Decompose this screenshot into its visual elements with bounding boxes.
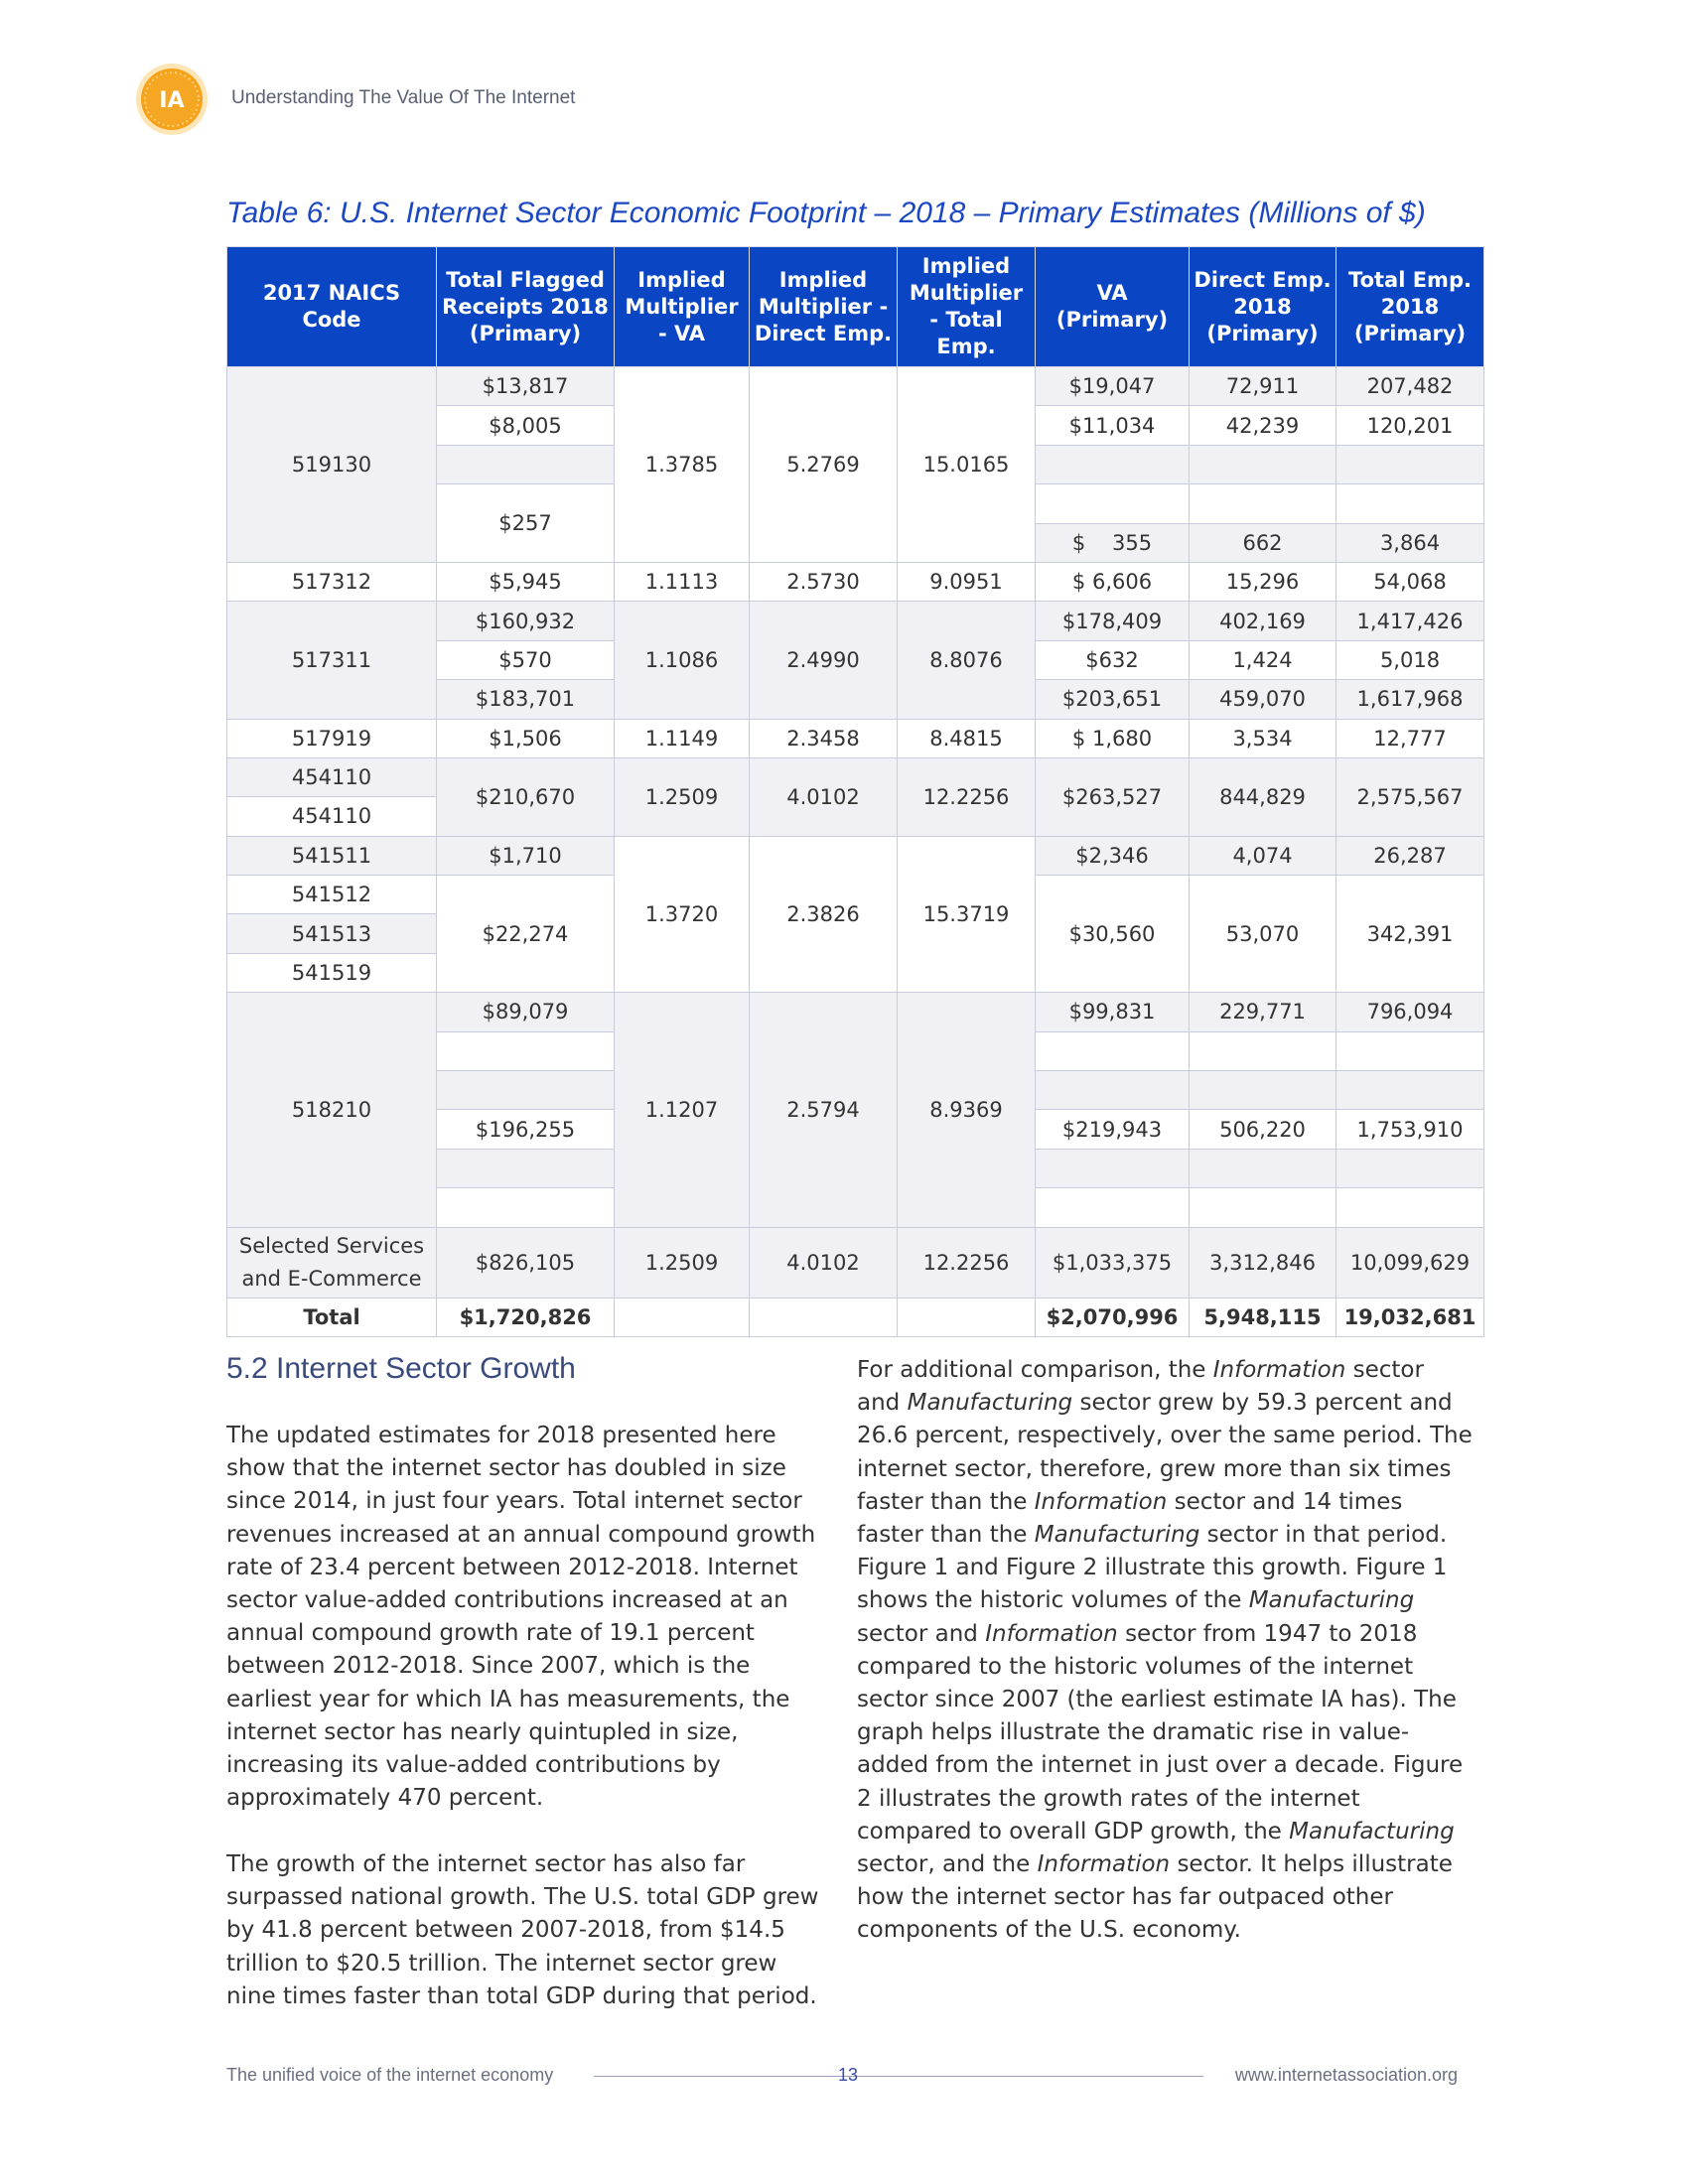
multiplier-va: 1.2509 (615, 757, 750, 836)
left-paragraph-2: The growth of the internet sector has also far surpassed national growth. The U.S. total GDP grew by 41.8 percent between 2007-2018, from $14.5 trillion to $20.5 trillion. The internet sector grew nine times faster than total GDP during that period. (226, 1851, 819, 2009)
empty-cell (1190, 484, 1336, 523)
text-run: sector grew by 59.3 percent and 26.6 percent, respectively, over the same period. The internet sector, therefore, grew more than six times faster than the (857, 1390, 1473, 1515)
receipts-cell: $13,817 (437, 367, 615, 406)
multiplier-direct: 2.5730 (750, 562, 898, 601)
multiplier-total: 15.3719 (898, 836, 1036, 993)
col-header: Total Emp. 2018 (Primary) (1336, 247, 1484, 367)
text-run: sector from 1947 to 2018 compared to the historic volumes of the internet sector since 2007 (the earliest estimate IA has). The graph helps illustrate the dramatic rise in value-added from the internet in just over a decade. Figure 2 illustrates the growth rates of the internet compared to overall GDP growth, the (857, 1620, 1464, 1844)
total-emp-cell: 1,753,910 (1336, 1110, 1484, 1149)
receipts-cell: $257 (437, 484, 615, 563)
text-run: sector and (857, 1620, 986, 1647)
page-header (134, 62, 829, 137)
col-header: VA (Primary) (1036, 247, 1190, 367)
text-run: sector in that period. Figure 1 and Figure 2 illustrate this growth. Figure 1 shows the historic volumes of the (857, 1522, 1448, 1614)
naics-code: 518210 (227, 993, 437, 1227)
multiplier-direct: 2.4990 (750, 602, 898, 719)
empty-cell (1036, 1149, 1190, 1187)
italic-run: Information (1037, 1851, 1171, 1878)
col-header: 2017 NAICS Code (227, 247, 437, 367)
italic-run: Information (1034, 1488, 1168, 1515)
total-row (227, 1297, 1484, 1336)
receipts-cell: $1,506 (437, 719, 615, 757)
naics-code: 517311 (227, 602, 437, 719)
total-emp-cell: 5,018 (1336, 640, 1484, 679)
total-emp-cell: 342,391 (1336, 876, 1484, 993)
direct-emp-cell: 15,296 (1190, 562, 1336, 601)
direct-emp-cell: 4,074 (1190, 836, 1336, 875)
text-run: For additional comparison, the (857, 1357, 1213, 1383)
naics-code: 454110 (227, 797, 437, 836)
naics-label-line: and E-Commerce (241, 1266, 422, 1291)
empty-cell (1336, 445, 1484, 483)
italic-run: Manufacturing (1034, 1522, 1200, 1549)
page-footer (226, 2065, 1458, 2095)
va-cell: $203,651 (1036, 680, 1190, 719)
receipts-cell: $196,255 (437, 1110, 615, 1149)
total-label: Total (227, 1297, 437, 1336)
direct-emp-cell: 229,771 (1190, 993, 1336, 1031)
va-cell: $178,409 (1036, 602, 1190, 640)
italic-run: Manufacturing (1248, 1587, 1415, 1614)
naics-code: 541519 (227, 953, 437, 992)
multiplier-direct: 2.5794 (750, 993, 898, 1227)
multiplier-total: 15.0165 (898, 367, 1036, 563)
receipts-cell: $5,945 (437, 562, 615, 601)
total-emp-cell: 54,068 (1336, 562, 1484, 601)
va-cell: $ 1,680 (1036, 719, 1190, 757)
empty-cell (1036, 1071, 1190, 1110)
total-va: $2,070,996 (1036, 1297, 1190, 1336)
empty-cell (1036, 1188, 1190, 1227)
total-emp-cell: 2,575,567 (1336, 757, 1484, 836)
empty-cell (437, 1031, 615, 1070)
total-receipts: $1,720,826 (437, 1297, 615, 1336)
va-cell: $219,943 (1036, 1110, 1190, 1149)
col-header: Implied Multiplier - Total Emp. (898, 247, 1036, 367)
empty-cell (1036, 445, 1190, 483)
empty-cell (750, 1297, 898, 1336)
naics-code (227, 1227, 437, 1297)
direct-emp-cell: 459,070 (1190, 680, 1336, 719)
footer-divider (868, 2076, 1203, 2077)
multiplier-total: 12.2256 (898, 757, 1036, 836)
page-number: 13 (837, 2065, 859, 2085)
table-row (227, 1227, 1484, 1297)
total-direct-emp: 5,948,115 (1190, 1297, 1336, 1336)
table-row (227, 602, 1484, 640)
va-cell: $1,033,375 (1036, 1227, 1190, 1297)
naics-code: 454110 (227, 757, 437, 796)
va-cell: $ 355 (1036, 523, 1190, 562)
multiplier-direct: 5.2769 (750, 367, 898, 563)
empty-cell (1336, 1188, 1484, 1227)
multiplier-total: 9.0951 (898, 562, 1036, 601)
ia-logo (134, 62, 210, 137)
total-emp-cell: 26,287 (1336, 836, 1484, 875)
text-run: sector. It helps illustrate how the internet sector has far outpaced other components of the U.S. economy. (857, 1851, 1453, 1944)
multiplier-va: 1.2509 (615, 1227, 750, 1297)
left-paragraph-1: The updated estimates for 2018 presented here show that the internet sector has doubled in size since 2014, in just four years. Total internet sector revenues increased at an annual compound growth rate of 23.4 percent between 2012-2018. Internet sector value-added contributions increased at an annual compound growth rate of 19.1 percent between 2012-2018. Since 2007, which is the earliest year for which IA has measurements, the internet sector has nearly quintupled in size, increasing its value-added contributions by approximately 470 percent. (226, 1423, 816, 1812)
table-row (227, 993, 1484, 1031)
multiplier-direct: 4.0102 (750, 1227, 898, 1297)
total-emp-cell: 207,482 (1336, 367, 1484, 406)
va-cell: $99,831 (1036, 993, 1190, 1031)
header-title: Understanding The Value Of The Internet (231, 87, 576, 108)
va-cell: $ 6,606 (1036, 562, 1190, 601)
total-emp-cell: 3,864 (1336, 523, 1484, 562)
multiplier-direct: 4.0102 (750, 757, 898, 836)
empty-cell (1190, 1071, 1336, 1110)
logo-text: IA (159, 88, 185, 113)
table-row (227, 719, 1484, 757)
empty-cell (1036, 484, 1190, 523)
va-cell: $2,346 (1036, 836, 1190, 875)
right-paragraph (857, 1354, 1473, 1948)
direct-emp-cell: 662 (1190, 523, 1336, 562)
total-emp-cell: 1,417,426 (1336, 602, 1484, 640)
section-heading: 5.2 Internet Sector Growth (226, 1352, 576, 1385)
col-header: Direct Emp. 2018 (Primary) (1190, 247, 1336, 367)
table-title: Table 6: U.S. Internet Sector Economic Footprint – 2018 – Primary Estimates (Millions of $) (226, 197, 1426, 229)
naics-code: 517312 (227, 562, 437, 601)
receipts-cell: $22,274 (437, 876, 615, 993)
empty-cell (1336, 1071, 1484, 1110)
total-emp-cell: 796,094 (1336, 993, 1484, 1031)
economic-footprint-table (226, 246, 1484, 1337)
total-emp-cell: 1,617,968 (1336, 680, 1484, 719)
multiplier-direct: 2.3826 (750, 836, 898, 993)
total-emp-cell: 120,201 (1336, 406, 1484, 445)
text-run: sector and (857, 1357, 1424, 1417)
empty-cell (437, 1188, 615, 1227)
table-row (227, 367, 1484, 406)
va-cell: $263,527 (1036, 757, 1190, 836)
receipts-cell: $8,005 (437, 406, 615, 445)
table-header-row (227, 247, 1484, 367)
va-cell: $19,047 (1036, 367, 1190, 406)
multiplier-va: 1.1149 (615, 719, 750, 757)
multiplier-va: 1.1207 (615, 993, 750, 1227)
direct-emp-cell: 506,220 (1190, 1110, 1336, 1149)
empty-cell (437, 1071, 615, 1110)
naics-label-line: Selected Services (238, 1233, 425, 1258)
receipts-cell: $570 (437, 640, 615, 679)
naics-code: 519130 (227, 367, 437, 563)
total-emp-cell: 12,777 (1336, 719, 1484, 757)
total-emp: 19,032,681 (1336, 1297, 1484, 1336)
col-header: Total Flagged Receipts 2018 (Primary) (437, 247, 615, 367)
text-run: sector, and the (857, 1851, 1038, 1878)
direct-emp-cell: 844,829 (1190, 757, 1336, 836)
naics-code: 541513 (227, 914, 437, 953)
naics-code: 517919 (227, 719, 437, 757)
multiplier-va: 1.1086 (615, 602, 750, 719)
direct-emp-cell: 42,239 (1190, 406, 1336, 445)
va-cell: $30,560 (1036, 876, 1190, 993)
empty-cell (437, 1149, 615, 1187)
table-row (227, 836, 1484, 875)
col-header: Implied Multiplier - VA (615, 247, 750, 367)
col-header: Implied Multiplier - Direct Emp. (750, 247, 898, 367)
direct-emp-cell: 3,312,846 (1190, 1227, 1336, 1297)
footer-website-link[interactable]: www.internetassociation.org (1234, 2065, 1458, 2085)
receipts-cell: $826,105 (437, 1227, 615, 1297)
text-run: sector and 14 times faster than the (857, 1488, 1403, 1549)
multiplier-total: 8.4815 (898, 719, 1036, 757)
italic-run: Information (985, 1620, 1118, 1647)
italic-run: Information (1212, 1357, 1346, 1383)
table-row (227, 562, 1484, 601)
direct-emp-cell: 402,169 (1190, 602, 1336, 640)
empty-cell (437, 445, 615, 483)
empty-cell (1190, 1149, 1336, 1187)
multiplier-direct: 2.3458 (750, 719, 898, 757)
multiplier-total: 8.9369 (898, 993, 1036, 1227)
multiplier-va: 1.1113 (615, 562, 750, 601)
multiplier-total: 12.2256 (898, 1227, 1036, 1297)
empty-cell (1036, 1031, 1190, 1070)
empty-cell (1190, 1188, 1336, 1227)
empty-cell (1336, 1149, 1484, 1187)
receipts-cell: $210,670 (437, 757, 615, 836)
total-emp-cell: 10,099,629 (1336, 1227, 1484, 1297)
multiplier-va: 1.3785 (615, 367, 750, 563)
direct-emp-cell: 1,424 (1190, 640, 1336, 679)
empty-cell (1190, 1031, 1336, 1070)
naics-code: 541511 (227, 836, 437, 875)
empty-cell (1336, 484, 1484, 523)
receipts-cell: $160,932 (437, 602, 615, 640)
footer-tagline: The unified voice of the internet economy (226, 2065, 554, 2085)
direct-emp-cell: 53,070 (1190, 876, 1336, 993)
empty-cell (898, 1297, 1036, 1336)
receipts-cell: $1,710 (437, 836, 615, 875)
direct-emp-cell: 72,911 (1190, 367, 1336, 406)
table-row (227, 757, 1484, 796)
italic-run: Manufacturing (1289, 1818, 1455, 1844)
empty-cell (1190, 445, 1336, 483)
receipts-cell: $183,701 (437, 680, 615, 719)
empty-cell (1336, 1031, 1484, 1070)
italic-run: Manufacturing (907, 1390, 1073, 1417)
empty-cell (615, 1297, 750, 1336)
direct-emp-cell: 3,534 (1190, 719, 1336, 757)
multiplier-va: 1.3720 (615, 836, 750, 993)
multiplier-total: 8.8076 (898, 602, 1036, 719)
naics-code: 541512 (227, 876, 437, 914)
va-cell: $632 (1036, 640, 1190, 679)
va-cell: $11,034 (1036, 406, 1190, 445)
receipts-cell: $89,079 (437, 993, 615, 1031)
